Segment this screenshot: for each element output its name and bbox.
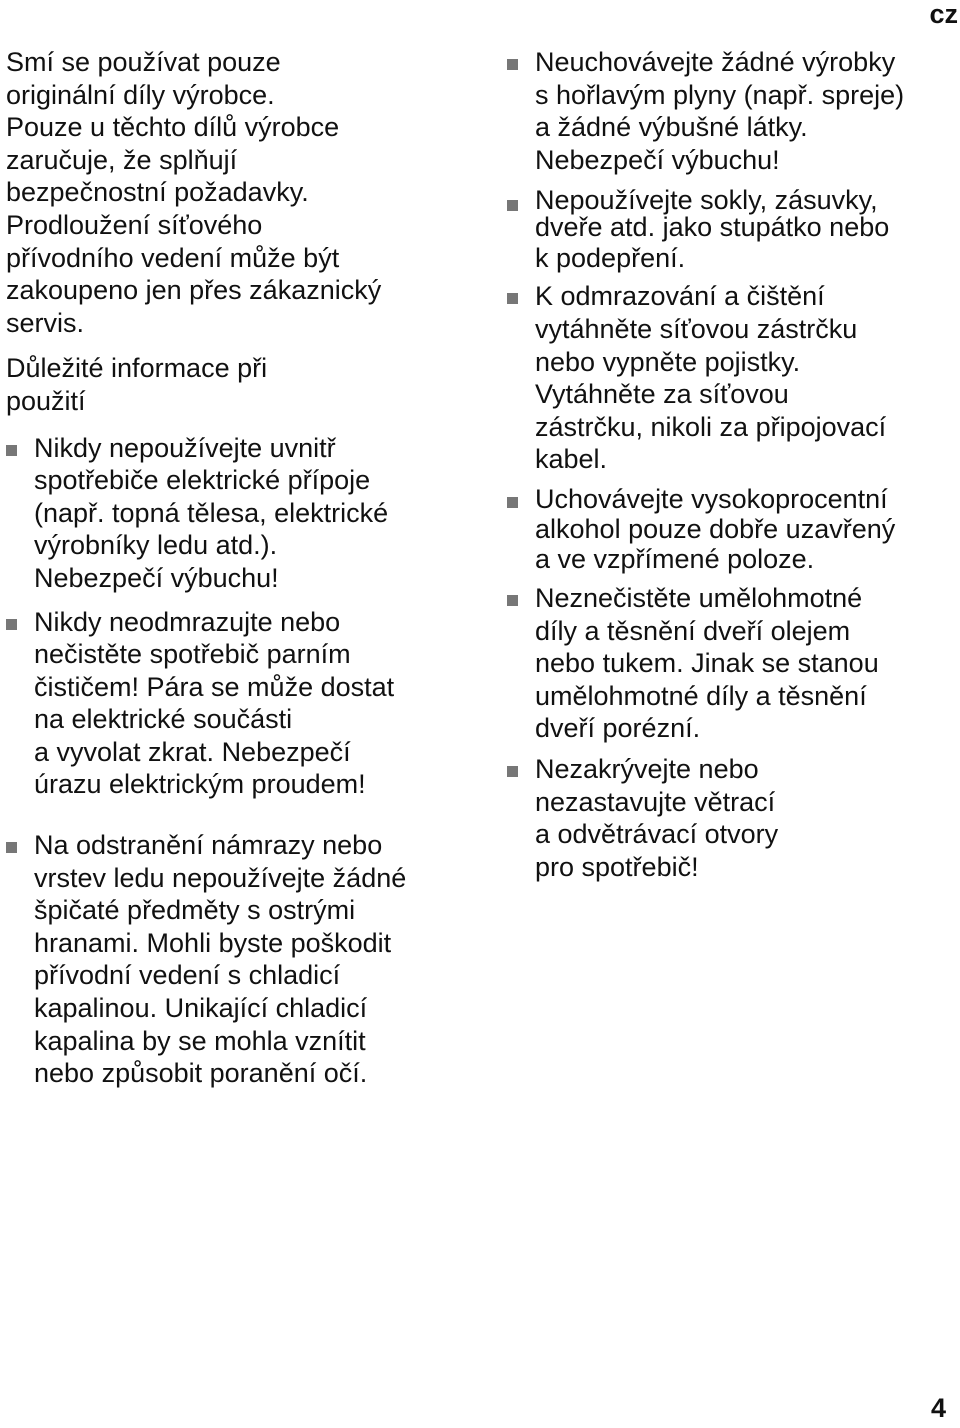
bullet-line: na elektrické součásti <box>34 704 293 735</box>
bullet-line: hranami. Mohli byste poškodit <box>34 927 392 958</box>
square-bullet-icon <box>507 200 518 211</box>
intro-line: zakoupeno jen přes zákaznický <box>6 275 382 306</box>
bullet-line: a odvětrávací otvory <box>535 819 779 850</box>
bullet-line: Uchovávejte vysokoprocentní <box>535 483 888 514</box>
intro-line: originální díly výrobce. <box>6 79 275 110</box>
bullet-line: Nebezpečí výbuchu! <box>535 144 780 175</box>
bullet-line: Nikdy nepoužívejte uvnitř <box>34 432 336 463</box>
bullet-line: alkohol pouze dobře uzavřený <box>535 513 896 544</box>
bullet-line: dveře atd. jako stupátko nebo <box>535 212 890 243</box>
square-bullet-icon <box>507 497 518 508</box>
intro-line: přívodního vedení může být <box>6 242 340 273</box>
intro-line: servis. <box>6 307 85 338</box>
bullet-line: a vyvolat zkrat. Nebezpečí <box>34 736 351 767</box>
safety-bullet-item <box>507 187 957 272</box>
bullet-line: špičaté předměty s ostrými <box>34 895 356 926</box>
bullet-line: kapalina by se mohla vznítit <box>34 1025 366 1056</box>
square-bullet-icon <box>6 445 17 456</box>
bullet-line: k podepření. <box>535 243 686 274</box>
square-bullet-icon <box>507 595 518 606</box>
page-number: 4 <box>930 1393 946 1423</box>
bullet-line: Nikdy neodmrazujte nebo <box>34 606 341 637</box>
bullet-line: výrobníky ledu atd.). <box>34 530 278 561</box>
bullet-line: vytáhněte síťovou zástrčku <box>535 313 858 344</box>
bullet-line: úrazu elektrickým proudem! <box>34 769 366 800</box>
bullet-line: kapalinou. Unikající chladicí <box>34 993 368 1024</box>
bullet-line: Neuchovávejte žádné výrobky <box>535 47 896 77</box>
bullet-line: a žádné výbušné látky. <box>535 112 808 143</box>
bullet-line: Vytáhněte za síťovou <box>535 379 789 410</box>
bullet-line: spotřebiče elektrické přípoje <box>34 465 371 496</box>
bullet-line: Nezakrývejte nebo <box>535 753 759 784</box>
intro-line: bezpečnostní požadavky. <box>6 177 309 208</box>
safety-bullet-item <box>507 280 957 476</box>
heading-line: použití <box>6 385 86 416</box>
safety-bullet-item <box>507 484 957 574</box>
bullet-line: a ve vzpřímené poloze. <box>535 543 815 574</box>
intro-line: Pouze u těchto dílů výrobce <box>6 112 340 143</box>
bullet-line: přívodní vedení s chladicí <box>34 960 341 991</box>
bullet-line: Na odstranění námrazy nebo <box>34 830 383 861</box>
safety-bullet-item <box>6 829 476 1090</box>
square-bullet-icon <box>507 59 518 70</box>
bullet-line: nebo způsobit poranění očí. <box>34 1058 368 1089</box>
bullet-line: vrstev ledu nepoužívejte žádné <box>34 862 407 893</box>
square-bullet-icon <box>6 619 17 630</box>
bullet-line: nebo tukem. Jinak se stanou <box>535 648 879 679</box>
intro-paragraph <box>6 46 476 339</box>
bullet-line: umělohmotné díly a těsnění <box>535 680 867 711</box>
bullet-line: Nebezpečí výbuchu! <box>34 562 279 593</box>
section-heading <box>6 352 476 417</box>
square-bullet-icon <box>6 842 17 853</box>
language-tag: cz <box>929 0 958 29</box>
safety-bullet-item <box>6 606 476 802</box>
bullet-line: nebo vypněte pojistky. <box>535 346 801 377</box>
bullet-line: K odmrazování a čištění <box>535 281 825 312</box>
intro-line: Smí se používat pouze <box>6 47 281 77</box>
bullet-line: pro spotřebič! <box>535 851 699 882</box>
bullet-line: (např. topná tělesa, elektrické <box>34 497 389 528</box>
bullet-line: zástrčku, nikoli za připojovací <box>535 411 887 442</box>
square-bullet-icon <box>507 766 518 777</box>
intro-line: Prodloužení síťového <box>6 209 263 240</box>
bullet-line: čističem! Pára se může dostat <box>34 671 395 702</box>
bullet-line: kabel. <box>535 444 608 475</box>
bullet-line: dveří porézní. <box>535 713 701 744</box>
safety-bullet-item <box>6 432 476 595</box>
bullet-line: díly a těsnění dveří olejem <box>535 615 851 646</box>
square-bullet-icon <box>507 293 518 304</box>
intro-line: zaručuje, že splňují <box>6 144 238 175</box>
bullet-line: s hořlavým plyny (např. spreje) <box>535 79 905 110</box>
safety-bullet-item <box>507 46 957 176</box>
left-column <box>6 46 476 1101</box>
right-column <box>507 46 957 894</box>
heading-line: Důležité informace při <box>6 353 268 384</box>
safety-bullet-item <box>507 753 957 883</box>
bullet-line: Nepoužívejte sokly, zásuvky, <box>535 185 878 216</box>
bullet-line: Neznečistěte umělohmotné <box>535 582 863 613</box>
safety-bullet-item <box>507 582 957 745</box>
bullet-line: nezastavujte větrací <box>535 786 776 817</box>
bullet-line: nečistěte spotřebič parním <box>34 639 351 670</box>
